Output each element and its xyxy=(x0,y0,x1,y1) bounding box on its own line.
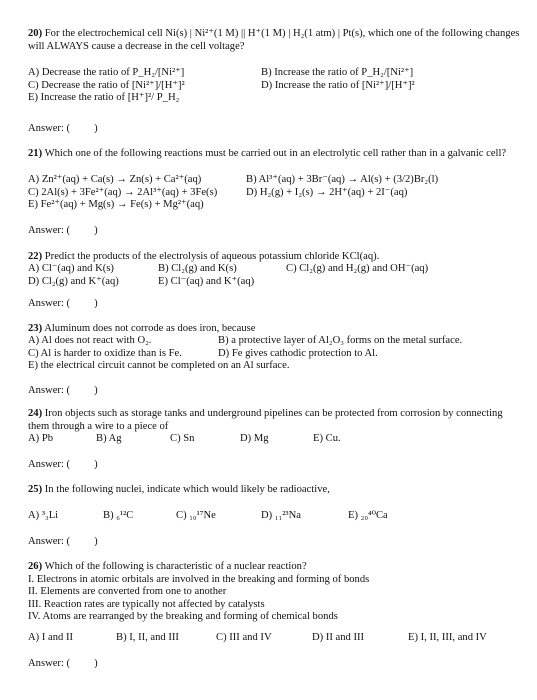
option-c: C) Cl₂(g) and H₂(g) and OH⁻(aq) xyxy=(286,263,429,274)
question-23-options xyxy=(28,335,523,373)
question-stem xyxy=(28,251,523,264)
question-text: Predict the products of the electrolysis of aqueous potassium chloride KCl(aq). xyxy=(44,251,380,262)
answer-label: Answer: ( xyxy=(28,658,71,669)
question-20-options xyxy=(28,67,523,105)
option-b: B) Increase the ratio of P_H₂/[Ni²⁺] xyxy=(261,67,414,78)
option-a: A) Decrease the ratio of P_H₂/[Ni²⁺] xyxy=(28,67,185,78)
option-b: B) ₆¹²C xyxy=(103,510,134,521)
option-c: C) ₁₀¹⁷Ne xyxy=(176,510,216,521)
option-a: A) Cl⁻(aq) and K(s) xyxy=(28,263,114,274)
option-d: D) H₂(g) + I₂(s) → 2H⁺(aq) + 2I⁻(aq) xyxy=(246,186,408,198)
answer-label: Answer: ( xyxy=(28,298,71,309)
option-a: A) Pb xyxy=(28,433,54,444)
option-c: C) 2Al(s) + 3Fe²⁺(aq) → 2Al³⁺(aq) + 3Fe(s) xyxy=(28,186,218,198)
answer-line xyxy=(28,123,98,136)
answer-close: ) xyxy=(94,385,98,396)
option-e: E) Cl⁻(aq) and K⁺(aq) xyxy=(158,275,255,287)
option-e: E) Cu. xyxy=(313,433,341,444)
statement-3: III. Reaction rates are typically not affected by catalysts xyxy=(28,598,265,610)
question-24-options xyxy=(28,433,523,446)
answer-close: ) xyxy=(94,658,98,669)
question-stem xyxy=(28,561,523,574)
answer-label: Answer: ( xyxy=(28,536,71,547)
question-number: 26) xyxy=(28,561,43,572)
question-text: Which one of the following reactions must be carried out in an electrolytic cell rather than in a galvanic cell? xyxy=(44,148,507,159)
answer-close: ) xyxy=(94,536,98,547)
answer-label: Answer: ( xyxy=(28,225,71,236)
option-a: A) Al does not react with O₂. xyxy=(28,335,152,346)
question-22 xyxy=(28,251,523,264)
question-24 xyxy=(28,408,523,433)
option-b: B) Ag xyxy=(96,433,122,444)
question-25 xyxy=(28,484,523,497)
answer-close: ) xyxy=(94,459,98,470)
question-stem xyxy=(28,148,523,161)
answer-line xyxy=(28,459,98,472)
question-23 xyxy=(28,323,523,336)
question-26-options xyxy=(28,632,523,645)
option-a: A) ³₃Li xyxy=(28,510,59,521)
question-number: 25) xyxy=(28,484,43,495)
option-a: A) I and II xyxy=(28,632,74,643)
answer-close: ) xyxy=(94,123,98,134)
option-d: D) II and III xyxy=(312,632,365,643)
answer-line xyxy=(28,385,98,398)
question-number: 21) xyxy=(28,148,43,159)
question-number: 23) xyxy=(28,323,43,334)
option-c: C) Sn xyxy=(170,433,195,444)
option-b: B) Cl₂(g) and K(s) xyxy=(158,263,237,274)
question-stem xyxy=(28,484,523,497)
answer-close: ) xyxy=(94,298,98,309)
option-b: B) Al³⁺(aq) + 3Br⁻(aq) → Al(s) + (3/2)Br₂(l) xyxy=(246,174,439,185)
option-e: E) Increase the ratio of [H⁺]²/ P_H₂ xyxy=(28,92,180,103)
option-e: E) Fe²⁺(aq) + Mg(s) → Fe(s) + Mg²⁺(aq) xyxy=(28,199,204,210)
answer-line xyxy=(28,536,98,549)
option-d: D) Increase the ratio of [Ni²⁺]/[H⁺]² xyxy=(261,79,415,91)
option-c: C) III and IV xyxy=(216,632,272,643)
option-c: C) Decrease the ratio of [Ni²⁺]/[H⁺]² xyxy=(28,79,185,91)
question-stem xyxy=(28,408,523,433)
question-text: Iron objects such as storage tanks and underground pipelines can be protected from corrosion by connecting them through a wire to a piece of xyxy=(28,408,503,432)
answer-label: Answer: ( xyxy=(28,123,71,134)
option-b: B) a protective layer of Al₂O₃ forms on the metal surface. xyxy=(218,335,463,346)
statement-2: II. Elements are converted from one to another xyxy=(28,586,227,598)
question-number: 20) xyxy=(28,28,43,39)
question-number: 24) xyxy=(28,408,43,419)
question-20 xyxy=(28,28,523,53)
answer-line xyxy=(28,298,98,311)
question-text: Which of the following is characteristic of a nuclear reaction? xyxy=(44,561,307,572)
option-b: B) I, II, and III xyxy=(116,632,179,643)
question-25-options xyxy=(28,510,523,523)
option-e: E) the electrical circuit cannot be completed on an Al surface. xyxy=(28,360,290,371)
option-d: D) Mg xyxy=(240,433,269,444)
option-d: D) Fe gives cathodic protection to Al. xyxy=(218,347,378,359)
question-number: 22) xyxy=(28,251,43,262)
question-text: Aluminum does not corrode as does iron, because xyxy=(44,323,256,334)
answer-label: Answer: ( xyxy=(28,385,71,396)
answer-line xyxy=(28,225,98,238)
question-stem xyxy=(28,323,523,336)
statement-4: IV. Atoms are rearranged by the breaking and forming of chemical bonds xyxy=(28,611,338,623)
question-21 xyxy=(28,148,523,161)
option-d: D) ₁₁²³Na xyxy=(261,510,301,521)
option-e: E) ₂₀⁴⁰Ca xyxy=(348,510,388,521)
question-text: In the following nuclei, indicate which would likely be radioactive, xyxy=(44,484,330,495)
question-stem xyxy=(28,28,523,53)
answer-label: Answer: ( xyxy=(28,459,71,470)
option-a: A) Zn²⁺(aq) + Ca(s) → Zn(s) + Ca²⁺(aq) xyxy=(28,174,202,185)
answer-line xyxy=(28,658,98,671)
answer-close: ) xyxy=(94,225,98,236)
question-26 xyxy=(28,561,523,624)
question-22-options xyxy=(28,263,523,288)
option-e: E) I, II, III, and IV xyxy=(408,632,487,643)
question-text: For the electrochemical cell Ni(s) | Ni²⁺(1 M) || H⁺(1 M) | H₂(1 atm) | Pt(s), which one of the following changes will ALWAYS cause a decrease in the cell voltage? xyxy=(28,28,520,52)
option-d: D) Cl₂(g) and K⁺(aq) xyxy=(28,275,119,287)
question-21-options xyxy=(28,174,523,212)
option-c: C) Al is harder to oxidize than is Fe. xyxy=(28,347,182,359)
statement-1: I. Electrons in atomic orbitals are involved in the breaking and forming of bonds xyxy=(28,573,370,585)
